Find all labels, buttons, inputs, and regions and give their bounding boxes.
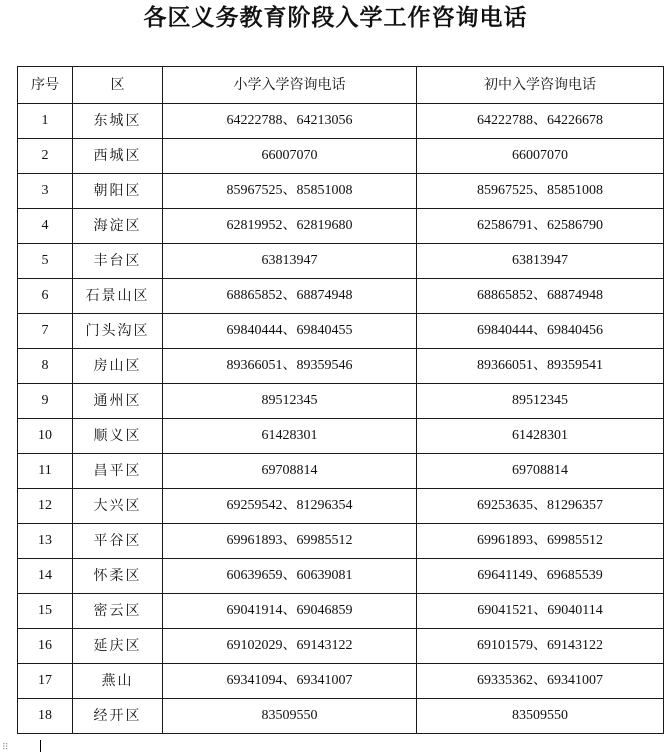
cell-primary-phone: 62819952、62819680 bbox=[163, 209, 417, 244]
cell-primary-phone: 69259542、81296354 bbox=[163, 489, 417, 524]
table-row bbox=[18, 349, 664, 384]
table-row bbox=[18, 454, 664, 489]
cell-primary-phone: 69708814 bbox=[163, 454, 417, 489]
cell-index: 14 bbox=[18, 559, 73, 594]
table-row bbox=[18, 419, 664, 454]
cell-primary-phone: 66007070 bbox=[163, 139, 417, 174]
cell-district: 怀柔区 bbox=[73, 559, 163, 594]
table-body bbox=[18, 104, 664, 734]
cell-district: 东城区 bbox=[73, 104, 163, 139]
cell-index: 13 bbox=[18, 524, 73, 559]
table-row bbox=[18, 559, 664, 594]
cell-district: 石景山区 bbox=[73, 279, 163, 314]
cell-index: 17 bbox=[18, 664, 73, 699]
cell-middle-phone: 69708814 bbox=[417, 454, 664, 489]
cell-index: 18 bbox=[18, 699, 73, 734]
header-primary-phone: 小学入学咨询电话 bbox=[163, 67, 417, 104]
cell-middle-phone: 85967525、85851008 bbox=[417, 174, 664, 209]
table-row bbox=[18, 664, 664, 699]
table-row bbox=[18, 594, 664, 629]
cell-middle-phone: 83509550 bbox=[417, 699, 664, 734]
cell-primary-phone: 63813947 bbox=[163, 244, 417, 279]
table-row bbox=[18, 139, 664, 174]
table-row bbox=[18, 489, 664, 524]
header-middle-phone: 初中入学咨询电话 bbox=[417, 67, 664, 104]
table-row bbox=[18, 384, 664, 419]
text-cursor bbox=[40, 740, 41, 752]
cell-index: 8 bbox=[18, 349, 73, 384]
cell-primary-phone: 85967525、85851008 bbox=[163, 174, 417, 209]
cell-district: 房山区 bbox=[73, 349, 163, 384]
cell-index: 16 bbox=[18, 629, 73, 664]
cell-primary-phone: 83509550 bbox=[163, 699, 417, 734]
cell-primary-phone: 89512345 bbox=[163, 384, 417, 419]
cell-primary-phone: 64222788、64213056 bbox=[163, 104, 417, 139]
cell-primary-phone: 89366051、89359546 bbox=[163, 349, 417, 384]
cell-index: 15 bbox=[18, 594, 73, 629]
enrollment-phone-table bbox=[17, 66, 664, 734]
cell-middle-phone: 64222788、64226678 bbox=[417, 104, 664, 139]
cell-index: 11 bbox=[18, 454, 73, 489]
document-title: 各区义务教育阶段入学工作咨询电话 bbox=[143, 5, 528, 31]
cell-index: 1 bbox=[18, 104, 73, 139]
table-move-handle-icon[interactable]: ⠿ bbox=[2, 743, 9, 753]
cell-district: 大兴区 bbox=[73, 489, 163, 524]
cell-district: 西城区 bbox=[73, 139, 163, 174]
cell-index: 3 bbox=[18, 174, 73, 209]
table-row bbox=[18, 174, 664, 209]
cell-primary-phone: 69341094、69341007 bbox=[163, 664, 417, 699]
table-row bbox=[18, 209, 664, 244]
cell-district: 朝阳区 bbox=[73, 174, 163, 209]
cell-district: 丰台区 bbox=[73, 244, 163, 279]
cell-index: 2 bbox=[18, 139, 73, 174]
cell-primary-phone: 69041914、69046859 bbox=[163, 594, 417, 629]
cell-primary-phone: 69102029、69143122 bbox=[163, 629, 417, 664]
header-index: 序号 bbox=[18, 67, 73, 104]
cell-middle-phone: 63813947 bbox=[417, 244, 664, 279]
cell-index: 9 bbox=[18, 384, 73, 419]
table-row bbox=[18, 279, 664, 314]
cell-middle-phone: 89512345 bbox=[417, 384, 664, 419]
cell-primary-phone: 69961893、69985512 bbox=[163, 524, 417, 559]
cell-primary-phone: 69840444、69840455 bbox=[163, 314, 417, 349]
cell-district: 门头沟区 bbox=[73, 314, 163, 349]
cell-district: 延庆区 bbox=[73, 629, 163, 664]
table-row bbox=[18, 699, 664, 734]
cell-middle-phone: 69961893、69985512 bbox=[417, 524, 664, 559]
cell-middle-phone: 69840444、69840456 bbox=[417, 314, 664, 349]
cell-primary-phone: 61428301 bbox=[163, 419, 417, 454]
cell-district: 顺义区 bbox=[73, 419, 163, 454]
cell-index: 5 bbox=[18, 244, 73, 279]
cell-middle-phone: 69041521、69040114 bbox=[417, 594, 664, 629]
cell-middle-phone: 61428301 bbox=[417, 419, 664, 454]
table-row bbox=[18, 104, 664, 139]
cell-district: 昌平区 bbox=[73, 454, 163, 489]
cell-index: 4 bbox=[18, 209, 73, 244]
table-row bbox=[18, 524, 664, 559]
cell-middle-phone: 69101579、69143122 bbox=[417, 629, 664, 664]
cell-middle-phone: 66007070 bbox=[417, 139, 664, 174]
header-district: 区 bbox=[73, 67, 163, 104]
cell-index: 10 bbox=[18, 419, 73, 454]
cell-district: 平谷区 bbox=[73, 524, 163, 559]
cell-middle-phone: 69253635、81296357 bbox=[417, 489, 664, 524]
table-row bbox=[18, 629, 664, 664]
cell-district: 燕山 bbox=[73, 664, 163, 699]
table-header-row bbox=[18, 67, 664, 104]
cell-primary-phone: 68865852、68874948 bbox=[163, 279, 417, 314]
cell-primary-phone: 60639659、60639081 bbox=[163, 559, 417, 594]
cell-district: 通州区 bbox=[73, 384, 163, 419]
cell-index: 6 bbox=[18, 279, 73, 314]
cell-district: 海淀区 bbox=[73, 209, 163, 244]
cell-district: 密云区 bbox=[73, 594, 163, 629]
cell-middle-phone: 69335362、69341007 bbox=[417, 664, 664, 699]
cell-middle-phone: 89366051、89359541 bbox=[417, 349, 664, 384]
cell-index: 7 bbox=[18, 314, 73, 349]
cell-middle-phone: 69641149、69685539 bbox=[417, 559, 664, 594]
cell-index: 12 bbox=[18, 489, 73, 524]
cell-middle-phone: 68865852、68874948 bbox=[417, 279, 664, 314]
table-row bbox=[18, 314, 664, 349]
cell-district: 经开区 bbox=[73, 699, 163, 734]
table-row bbox=[18, 244, 664, 279]
cell-middle-phone: 62586791、62586790 bbox=[417, 209, 664, 244]
